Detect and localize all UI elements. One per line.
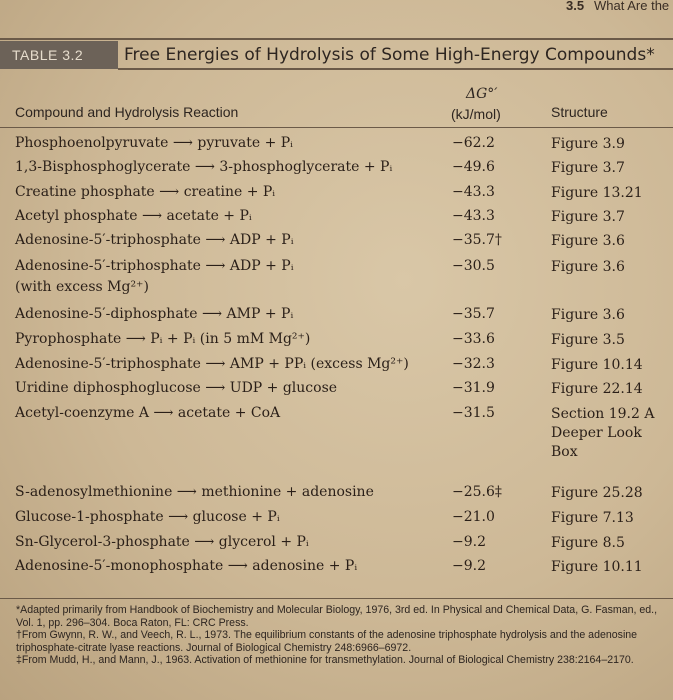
header-rule bbox=[0, 127, 673, 128]
dg-cell: −21.0 bbox=[452, 509, 495, 525]
structure-cell: Figure 3.7 bbox=[551, 160, 625, 176]
dg-cell: −31.9 bbox=[452, 380, 495, 396]
dg-cell: −32.3 bbox=[452, 356, 495, 372]
reaction-cell: Acetyl phosphate ⟶ acetate + Pᵢ bbox=[15, 208, 252, 224]
reaction-cell: Adenosine-5′-triphosphate ⟶ ADP + Pᵢ bbox=[15, 258, 294, 274]
reaction-cell: Acetyl-coenzyme A ⟶ acetate + CoA bbox=[15, 405, 281, 421]
structure-cell: Figure 3.6 bbox=[551, 233, 625, 249]
structure-cell: Figure 3.6 bbox=[551, 259, 625, 275]
footnotes bbox=[16, 604, 666, 667]
reaction-cell: Phosphoenolpyruvate ⟶ pyruvate + Pᵢ bbox=[15, 135, 293, 151]
dg-cell: −35.7† bbox=[452, 232, 502, 248]
reaction-cell: Adenosine-5′-triphosphate ⟶ AMP + PPᵢ (excess Mg²⁺) bbox=[15, 356, 409, 372]
reaction-note: (with excess Mg²⁺) bbox=[15, 279, 149, 295]
structure-cell: Figure 10.14 bbox=[551, 357, 643, 373]
page-header bbox=[0, 0, 673, 16]
dg-cell: −30.5 bbox=[452, 258, 495, 274]
table-label: TABLE 3.2 bbox=[0, 41, 118, 69]
section-number: 3.5 bbox=[566, 0, 585, 13]
dg-cell: −25.6‡ bbox=[452, 484, 502, 500]
reaction-cell: Creatine phosphate ⟶ creatine + Pᵢ bbox=[15, 184, 276, 200]
structure-cell: Figure 3.5 bbox=[551, 332, 625, 348]
structure-cell: Figure 25.28 bbox=[551, 485, 643, 501]
reaction-cell: S-adenosylmethionine ⟶ methionine + adenosine bbox=[15, 484, 374, 500]
structure-cell: Figure 10.11 bbox=[551, 559, 643, 575]
reaction-cell: Adenosine-5′-monophosphate ⟶ adenosine + Pᵢ bbox=[15, 558, 358, 574]
header-structure: Structure bbox=[551, 104, 608, 120]
section-title: What Are the bbox=[594, 0, 670, 13]
dg-cell: −31.5 bbox=[452, 405, 495, 421]
footnote-adapted: *Adapted primarily from Handbook of Biochemistry and Molecular Biology, 1976, 3rd ed. In Physical and Chemical Data, G. Fasman, ed., Vol. 1, pp. 296–304. Boca Raton, FL: CRC Press. bbox=[16, 604, 658, 629]
dg-cell: −62.2 bbox=[452, 135, 495, 151]
reaction-cell: 1,3-Bisphosphoglycerate ⟶ 3-phosphoglycerate + Pᵢ bbox=[15, 159, 393, 175]
reaction-cell: Pyrophosphate ⟶ Pᵢ + Pᵢ (in 5 mM Mg²⁺) bbox=[15, 331, 311, 347]
dg-cell: −33.6 bbox=[452, 331, 495, 347]
reaction-cell: Adenosine-5′-diphosphate ⟶ AMP + Pᵢ bbox=[15, 306, 294, 322]
header-compound: Compound and Hydrolysis Reaction bbox=[15, 104, 239, 120]
structure-cell: Figure 7.13 bbox=[551, 510, 634, 526]
reaction-cell: Adenosine-5′-triphosphate ⟶ ADP + Pᵢ bbox=[15, 232, 294, 248]
dg-cell: −35.7 bbox=[452, 306, 495, 322]
structure-cell: Section 19.2 A Deeper Look Box bbox=[551, 406, 655, 460]
dg-cell: −49.6 bbox=[452, 159, 495, 175]
structure-cell: Figure 8.5 bbox=[551, 535, 625, 551]
reaction-cell: Sn-Glycerol-3-phosphate ⟶ glycerol + Pᵢ bbox=[15, 534, 309, 550]
structure-cell: Figure 13.21 bbox=[551, 185, 643, 201]
dg-cell: −43.3 bbox=[452, 208, 495, 224]
reaction-cell: Glucose-1-phosphate ⟶ glucose + Pᵢ bbox=[15, 509, 280, 525]
table-title: Free Energies of Hydrolysis of Some High-Energy Compounds* bbox=[124, 45, 655, 65]
header-dg-unit: (kJ/mol) bbox=[451, 106, 501, 122]
structure-cell: Figure 3.6 bbox=[551, 307, 625, 323]
footnote-dagger: †From Gwynn, R. W., and Veech, R. L., 1973. The equilibrium constants of the adenosine triphosphate hydrolysis and the adenosine triphosphate-citrate lyase reactions. Journal of Biological Chemistry 248:6966–6972. bbox=[16, 629, 638, 654]
dg-cell: −9.2 bbox=[452, 534, 486, 550]
structure-cell: Figure 22.14 bbox=[551, 381, 643, 397]
dg-cell: −9.2 bbox=[452, 558, 486, 574]
top-rule bbox=[0, 38, 673, 40]
structure-cell: Figure 3.9 bbox=[551, 136, 625, 152]
table-bottom-rule bbox=[0, 598, 673, 599]
title-rule bbox=[118, 68, 673, 70]
reaction-cell: Uridine diphosphoglucose ⟶ UDP + glucose bbox=[15, 380, 338, 396]
footnote-double-dagger: ‡From Mudd, H., and Mann, J., 1963. Activation of methionine for transmethylation. Journal of Biological Chemistry 238:2164–2170. bbox=[16, 654, 634, 666]
structure-cell: Figure 3.7 bbox=[551, 209, 625, 225]
header-delta-g: ΔG°′ bbox=[466, 86, 498, 102]
dg-cell: −43.3 bbox=[452, 184, 495, 200]
